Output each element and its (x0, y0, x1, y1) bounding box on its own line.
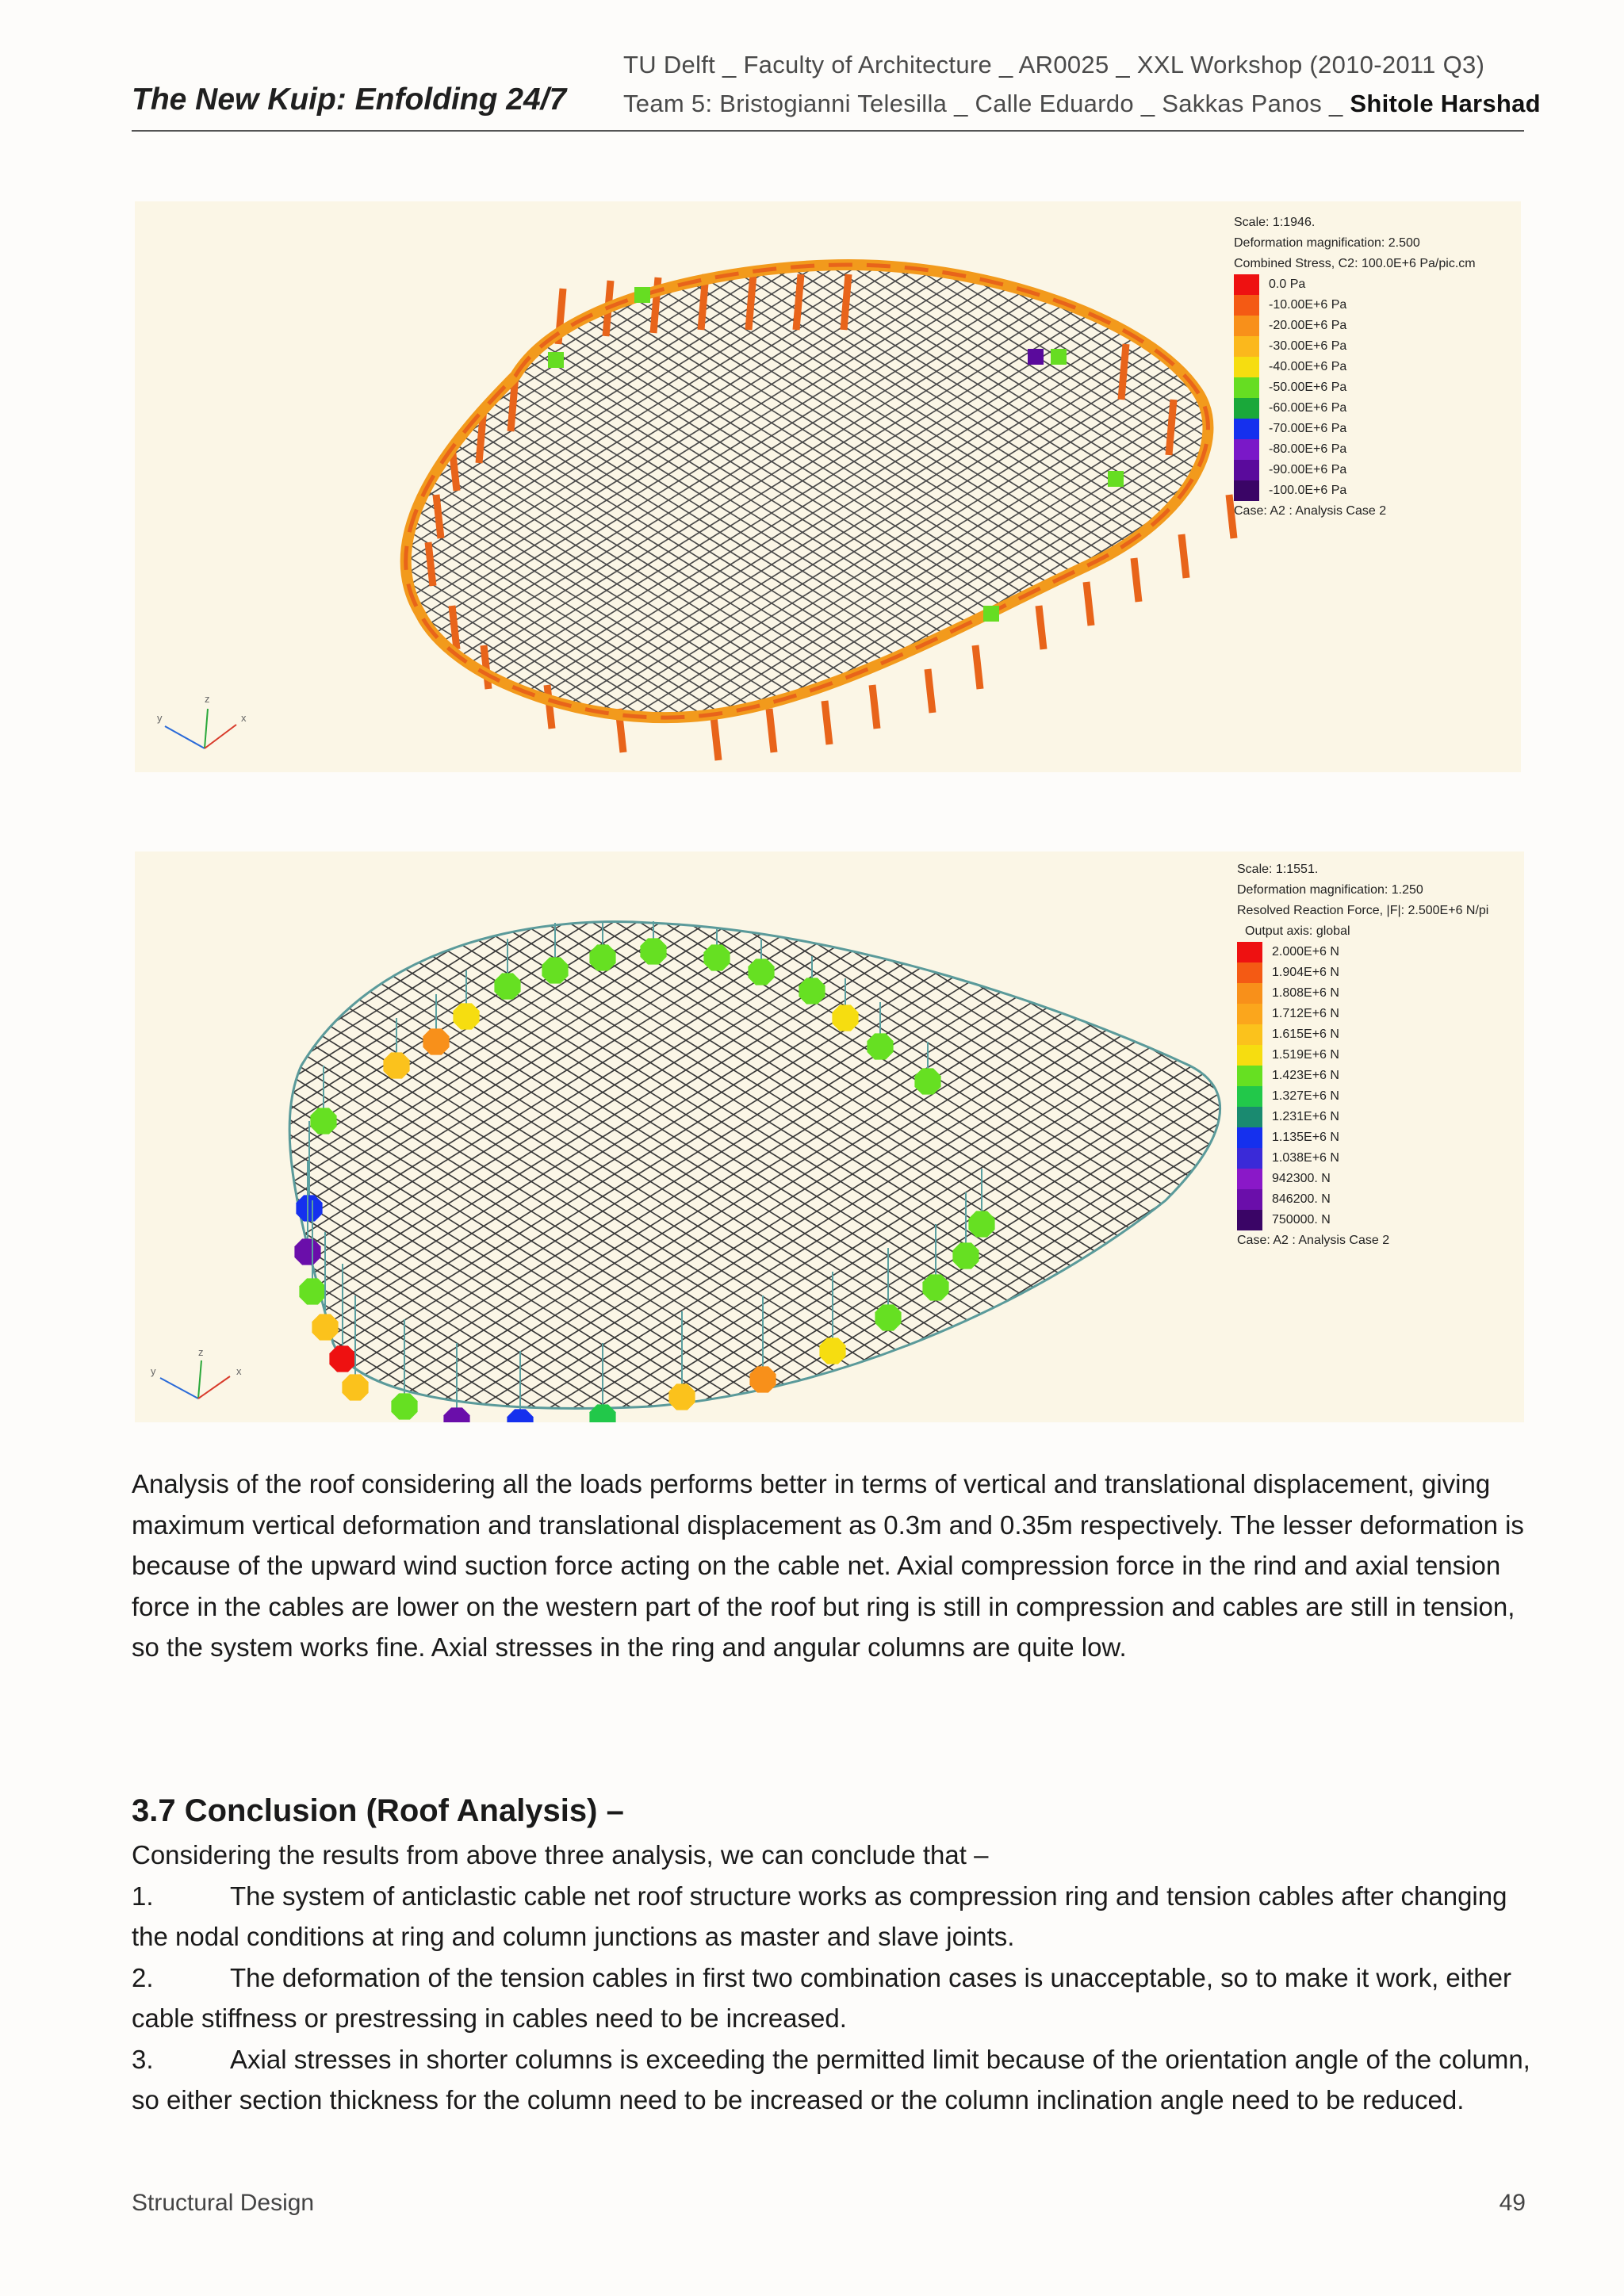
column (1134, 558, 1139, 602)
column (714, 717, 718, 760)
reaction-marker (914, 1068, 940, 1094)
section-heading: 3.7 Conclusion (Roof Analysis) – (132, 1793, 624, 1828)
column (769, 709, 774, 752)
legend-row (1234, 398, 1476, 419)
team-members: Team 5: Bristogianni Telesilla _ Calle Eduardo _ Sakkas Panos _ (623, 90, 1350, 117)
reaction-marker (494, 973, 520, 999)
legend-swatch (1237, 983, 1262, 1004)
legend-swatch (1237, 1024, 1262, 1045)
legend-label: -60.00E+6 Pa (1269, 401, 1347, 415)
legend-label: -70.00E+6 Pa (1269, 422, 1347, 435)
legend-label: 1.808E+6 N (1272, 986, 1339, 1000)
legend-label: 1.231E+6 N (1272, 1110, 1339, 1123)
legend-label: 1.423E+6 N (1272, 1069, 1339, 1082)
column (825, 701, 829, 744)
reaction-marker (640, 938, 666, 964)
item-text: The system of anticlastic cable net roof structure works as compression ring and tension cables after changing the nodal conditions at ring and column junctions as master and slave joints. (132, 1881, 1507, 1951)
legend-row (1237, 1024, 1488, 1045)
column (1121, 344, 1126, 400)
reaction-legend (1237, 859, 1488, 1251)
column (975, 645, 980, 689)
conclusion-item (132, 1957, 1535, 2039)
legend-swatch (1234, 336, 1259, 357)
stress-legend (1234, 212, 1476, 522)
legend-swatch (1234, 439, 1259, 460)
legend-row (1234, 295, 1476, 316)
reaction-marker (391, 1393, 417, 1419)
reaction-marker (443, 1407, 469, 1422)
item-text: Axial stresses in shorter columns is exceeding the permitted limit because of the orientation angle of the column, so either section thickness for the column need to be increased or the column inclination angle need to be reduced. (132, 2044, 1530, 2114)
legend-case: Case: A2 : Analysis Case 2 (1234, 504, 1387, 518)
legend-row (1237, 1107, 1488, 1127)
legend-label: -90.00E+6 Pa (1269, 463, 1347, 476)
axis-triad (157, 693, 247, 748)
document-title: The New Kuip: Enfolding 24/7 (132, 82, 567, 117)
stress-marker (1108, 471, 1124, 487)
legend-label: 0.0 Pa (1269, 277, 1306, 291)
legend-row (1237, 1004, 1488, 1024)
legend-label: 750000. N (1272, 1213, 1331, 1226)
team-author: Shitole Harshad (1350, 90, 1541, 117)
legend-row (1237, 1148, 1488, 1169)
legend-swatch (1237, 942, 1262, 962)
column (428, 542, 433, 586)
legend-label: -40.00E+6 Pa (1269, 360, 1347, 373)
reaction-marker (968, 1211, 994, 1237)
analysis-paragraph: Analysis of the roof considering all the loads performs better in terms of vertical and translational displacement, giving maximum vertical deformation and translational displacement as 0.3m and 0.35m respectively. The lesser deformation is because of the upward wind suction force acting on the cable net. Axial compression force in the rind and axial tension force in the cables are lower on the western part of the roof but ring is still in compression and cables are still in tension, so the system works fine. Axial stresses in the ring and angular columns are quite low. (132, 1469, 1524, 1662)
legend-label: -80.00E+6 Pa (1269, 442, 1347, 456)
legend-swatch (1234, 316, 1259, 336)
legend-label: 1.135E+6 N (1272, 1131, 1339, 1144)
legend-scale-rows (1237, 942, 1488, 1230)
reaction-marker (749, 1366, 776, 1392)
conclusion-item (132, 2039, 1535, 2121)
conclusion-item (132, 1876, 1535, 1957)
reaction-marker (922, 1274, 948, 1300)
legend-swatch (1234, 419, 1259, 439)
stress-marker (1028, 349, 1044, 365)
legend-result: Combined Stress, C2: 100.0E+6 Pa/pic.cm (1234, 257, 1476, 270)
column (547, 685, 552, 729)
item-number: 1. (132, 1881, 154, 1911)
legend-label: 1.519E+6 N (1272, 1048, 1339, 1062)
column (844, 274, 848, 330)
figure-combined-stress (135, 201, 1521, 772)
column (928, 669, 933, 713)
legend-scale-rows (1234, 274, 1476, 501)
legend-row (1234, 316, 1476, 336)
reaction-marker (299, 1278, 325, 1304)
reaction-marker (423, 1028, 449, 1054)
conclusion-intro: Considering the results from above three analysis, we can conclude that – (132, 1840, 989, 1869)
reaction-marker (875, 1304, 901, 1330)
legend-scale: Scale: 1:1551. (1237, 863, 1319, 876)
legend-label: 1.712E+6 N (1272, 1007, 1339, 1020)
legend-row (1234, 274, 1476, 295)
axis-z-label: z (205, 693, 210, 705)
legend-label: -10.00E+6 Pa (1269, 298, 1347, 312)
legend-swatch (1237, 1169, 1262, 1189)
legend-swatch (1234, 460, 1259, 480)
legend-label: -30.00E+6 Pa (1269, 339, 1347, 353)
reaction-marker (453, 1003, 479, 1029)
legend-label: 1.038E+6 N (1272, 1151, 1339, 1165)
legend-row (1234, 439, 1476, 460)
column (1039, 606, 1044, 649)
reaction-marker (312, 1314, 338, 1340)
legend-swatch (1237, 962, 1262, 983)
column (1182, 534, 1186, 578)
legend-row (1237, 962, 1488, 983)
reaction-marker (952, 1242, 979, 1269)
legend-label: -100.0E+6 Pa (1269, 484, 1347, 497)
header-divider (132, 130, 1524, 132)
reaction-marker (329, 1345, 355, 1372)
legend-row (1234, 480, 1476, 501)
axis-y-label: y (151, 1365, 156, 1377)
legend-row (1237, 1045, 1488, 1066)
legend-label: 2.000E+6 N (1272, 945, 1339, 959)
legend-swatch (1234, 295, 1259, 316)
page-number: 49 (1499, 2190, 1526, 2216)
legend-swatch (1237, 1086, 1262, 1107)
reaction-marker (294, 1238, 320, 1265)
legend-row (1237, 1189, 1488, 1210)
legend-label: 1.327E+6 N (1272, 1089, 1339, 1103)
conclusion-block (132, 1835, 1535, 2121)
legend-swatch (1237, 1045, 1262, 1066)
reaction-marker (799, 978, 825, 1004)
reaction-marker (703, 944, 730, 970)
stress-marker (983, 606, 999, 622)
column (1169, 400, 1174, 455)
legend-swatch (1234, 377, 1259, 398)
reaction-marker (507, 1409, 533, 1422)
figure-reaction-force (135, 851, 1524, 1422)
legend-row (1237, 1086, 1488, 1107)
legend-row (1237, 1066, 1488, 1086)
reaction-marker (542, 957, 568, 983)
axis-x-label: x (236, 1365, 242, 1377)
column (436, 495, 441, 538)
legend-row (1234, 336, 1476, 357)
header-team-line (623, 90, 1541, 118)
column (452, 606, 457, 649)
legend-row (1237, 1210, 1488, 1230)
legend-deformation: Deformation magnification: 1.250 (1237, 883, 1423, 897)
legend-label: 1.615E+6 N (1272, 1027, 1339, 1041)
legend-swatch (1237, 1189, 1262, 1210)
legend-case: Case: A2 : Analysis Case 2 (1237, 1234, 1390, 1247)
legend-swatch (1237, 1148, 1262, 1169)
legend-deformation: Deformation magnification: 2.500 (1234, 236, 1420, 250)
reaction-marker (819, 1337, 845, 1364)
axis-triad (151, 1346, 242, 1399)
column (749, 274, 753, 330)
column (1086, 582, 1091, 626)
stress-marker (1051, 349, 1067, 365)
legend-row (1237, 983, 1488, 1004)
legend-label: 846200. N (1272, 1192, 1331, 1206)
column (796, 274, 801, 330)
column (872, 685, 877, 729)
reaction-marker (832, 1004, 858, 1031)
axis-y-label: y (157, 712, 163, 724)
legend-label: -20.00E+6 Pa (1269, 319, 1347, 332)
legend-scale: Scale: 1:1946. (1234, 216, 1316, 229)
reaction-marker (296, 1195, 322, 1221)
footer-section-name: Structural Design (132, 2190, 315, 2216)
legend-swatch (1234, 357, 1259, 377)
item-text: The deformation of the tension cables in first two combination cases is unacceptable, so to make it work, either cable stiffness or prestressing in cables need to be increased. (132, 1962, 1511, 2033)
legend-row (1237, 942, 1488, 962)
reaction-marker (748, 959, 774, 985)
legend-swatch (1234, 274, 1259, 295)
reaction-marker (383, 1052, 409, 1078)
reaction-marker (589, 944, 615, 970)
legend-swatch (1237, 1210, 1262, 1230)
legend-label: -50.00E+6 Pa (1269, 381, 1347, 394)
legend-row (1234, 357, 1476, 377)
legend-swatch (1234, 480, 1259, 501)
legend-output-axis: Output axis: global (1245, 924, 1350, 938)
axis-x-label: x (241, 712, 247, 724)
item-number: 2. (132, 1962, 154, 1992)
reaction-marker (310, 1108, 336, 1134)
legend-result: Resolved Reaction Force, |F|: 2.500E+6 N/pi (1237, 904, 1489, 917)
item-number: 3. (132, 2044, 154, 2074)
legend-row (1237, 1127, 1488, 1148)
legend-label: 942300. N (1272, 1172, 1331, 1185)
stress-marker (548, 352, 564, 368)
legend-swatch (1237, 1066, 1262, 1086)
stress-marker (634, 287, 650, 303)
reaction-marker (867, 1033, 893, 1059)
legend-row (1237, 1169, 1488, 1189)
reaction-marker (342, 1374, 368, 1400)
legend-swatch (1234, 398, 1259, 419)
legend-swatch (1237, 1004, 1262, 1024)
legend-swatch (1237, 1127, 1262, 1148)
reaction-marker (668, 1383, 695, 1410)
legend-row (1234, 419, 1476, 439)
legend-row (1234, 460, 1476, 480)
legend-swatch (1237, 1107, 1262, 1127)
axis-z-label: z (198, 1346, 204, 1358)
legend-label: 1.904E+6 N (1272, 966, 1339, 979)
header-course-line: TU Delft _ Faculty of Architecture _ AR0025 _ XXL Workshop (2010-2011 Q3) (623, 51, 1485, 78)
legend-row (1234, 377, 1476, 398)
